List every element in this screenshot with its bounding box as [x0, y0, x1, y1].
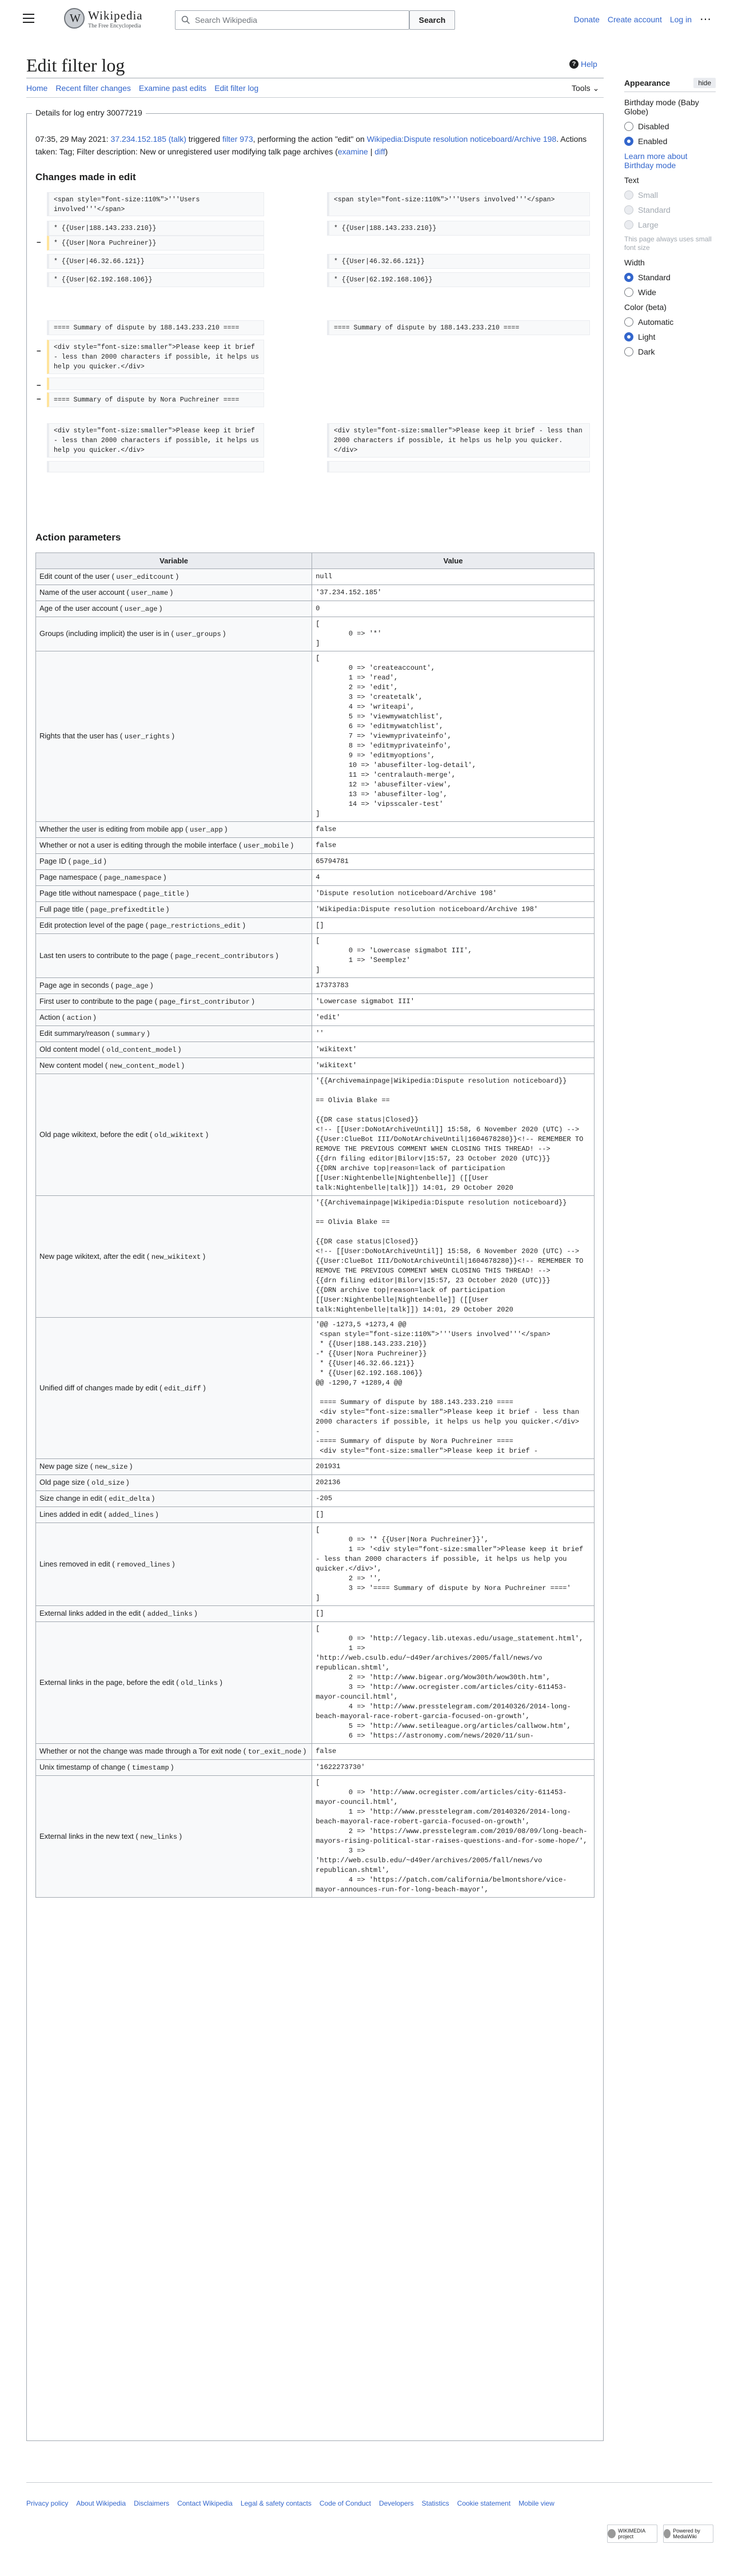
nav-recent-filter-changes[interactable]: Recent filter changes — [55, 84, 131, 93]
param-name: Rights that the user has — [39, 732, 118, 740]
param-name-cell: Lines added in edit ( added_lines ) — [36, 1507, 312, 1523]
param-value: 4 — [312, 870, 595, 886]
footer-legal-link[interactable]: Legal & safety contacts — [240, 2499, 312, 2507]
param-name-cell: Size change in edit ( edit_delta ) — [36, 1491, 312, 1507]
param-value: 'wikitext' — [312, 1042, 595, 1058]
footer-code-of-conduct-link[interactable]: Code of Conduct — [319, 2499, 371, 2507]
entry-text: , performing the action "edit" on — [253, 134, 365, 144]
text-standard-option — [624, 205, 716, 214]
color-label: Color (beta) — [624, 303, 667, 312]
param-name: Page namespace — [39, 873, 98, 881]
page-title: Edit filter log — [26, 55, 125, 75]
color-automatic-option[interactable] — [624, 317, 716, 327]
radio-selected-icon — [624, 332, 633, 341]
mediawiki-icon — [664, 2529, 671, 2538]
param-name-cell: Rights that the user has ( user_rights ) — [36, 651, 312, 822]
table-row — [36, 870, 595, 886]
param-code: user_rights — [124, 733, 170, 741]
radio-selected-icon — [624, 137, 633, 146]
diff-context-line — [327, 461, 590, 472]
param-code: old_links — [181, 1679, 218, 1687]
param-name-cell: Whether or not the change was made through a Tor exit node ( tor_exit_node ) — [36, 1744, 312, 1760]
table-row — [36, 1058, 595, 1074]
footer-disclaimers-link[interactable]: Disclaimers — [134, 2499, 170, 2507]
option-label: Standard — [638, 205, 671, 214]
param-name-cell: Name of the user account ( user_name ) — [36, 585, 312, 601]
param-code: user_mobile — [243, 842, 289, 850]
param-name-cell: Page namespace ( page_namespace ) — [36, 870, 312, 886]
param-value: [ 0 => 'http://legacy.lib.utexas.edu/usage_statement.html', 1 => 'http://web.csulb.edu/~d49er/archives/2005/fall/news/vo republican.shtml', 2 => 'http://www.bigear.org/Wow30th/wow30th.htm', 3 => 'http://www.ocregister.com/articles/city-611453-mayor-council.html', 4 => 'http://www.presstelegram.com/20140326/2014-long-beach-mayoral-race-robert-garcia-focused-on-growth', 5 => 'http://www.setileague.org/articles/callwow.htm', 6 => 'https://astronomy.com/news/2020/11/sun- — [312, 1622, 595, 1744]
table-row — [36, 918, 595, 934]
param-value: '@@ -1273,5 +1273,4 @@ <span style="font-size:110%">'''Users involved'''</span> * {{User|188.143.233.210}} -* {{User|Nora Puchreiner}} * {{User|46.32.66.121}} * {{User|62.192.168.106}} @@ -1290,7 +1289,4 @@ ==== Summary of dispute by 188.143.233.210 ==== <div style="font-size:smaller">Please keep it brief - less than 2000 characters if possible, it helps us help you quicker.</div> - -==== Summary of dispute by Nora Puchreiner ==== <div style="font-size:smaller">Please keep it brief - — [312, 1318, 595, 1459]
diff-minus-marker: − — [37, 395, 41, 403]
table-row — [36, 994, 595, 1010]
param-name: Unified diff of changes made by edit — [39, 1383, 158, 1392]
param-value: 17373783 — [312, 978, 595, 994]
param-name-cell: Unix timestamp of change ( timestamp ) — [36, 1760, 312, 1776]
param-name: Page age in seconds — [39, 981, 109, 989]
param-name: Edit summary/reason — [39, 1029, 110, 1037]
param-value: [] — [312, 1507, 595, 1523]
option-label: Automatic — [638, 317, 674, 327]
param-code: page_prefixedtitle — [90, 906, 165, 914]
param-name: External links in the new text — [39, 1831, 134, 1840]
table-row — [36, 1760, 595, 1776]
entry-text: ) — [385, 147, 388, 156]
param-code: edit_delta — [109, 1495, 150, 1503]
param-name-cell: Last ten users to contribute to the page ( page_recent_contributors ) — [36, 934, 312, 978]
param-name: Old page wikitext, before the edit — [39, 1130, 148, 1139]
diff-context-line: * {{User|46.32.66.121}} — [327, 254, 590, 269]
footer-contact-link[interactable]: Contact Wikipedia — [177, 2499, 233, 2507]
diff-context-line: <div style="font-size:smaller">Please keep it brief - less than 2000 characters if possible, it helps us help you quicker.</div> — [47, 423, 264, 458]
param-name-cell: External links in the page, before the edit ( old_links ) — [36, 1622, 312, 1744]
table-row — [36, 1074, 595, 1196]
main-menu-icon[interactable] — [23, 14, 34, 23]
param-code: new_content_model — [109, 1062, 180, 1070]
param-value: 'edit' — [312, 1010, 595, 1026]
diff-context-line: * {{User|188.143.233.210}} — [47, 221, 264, 236]
diff-context-line: * {{User|46.32.66.121}} — [47, 254, 264, 269]
table-header-row — [36, 553, 595, 569]
footer-links — [26, 2499, 555, 2507]
tools-label: Tools — [572, 84, 591, 93]
param-name: Size change in edit — [39, 1494, 102, 1502]
param-value: 'wikitext' — [312, 1058, 595, 1074]
param-value: '' — [312, 1026, 595, 1042]
param-name-cell: Edit count of the user ( user_editcount ) — [36, 569, 312, 585]
table-row — [36, 569, 595, 585]
entry-time: 07:35, 29 May 2021: — [35, 134, 109, 144]
param-value: [ 0 => 'http://www.ocregister.com/articles/city-611453-mayor-council.html', 1 => 'http://www.presstelegram.com/20140326/2014-long-beach-mayoral-race-robert-garcia-focused-on-growth', 2 => 'https://www.presstelegram.com/2019/08/09/long-beach-mayors-rising-political-star-raises-questions-and-for-some-hope/', 3 => 'http://web.csulb.edu/~d49er/archives/2005/fall/news/vo republican.shtml', 4 => 'https://patch.com/california/belmontshore/vice-mayor-announces-run-for-long-beach-mayor', — [312, 1776, 595, 1898]
param-name-cell: External links added in the edit ( added_links ) — [36, 1606, 312, 1622]
diff-deleted-line — [47, 377, 264, 390]
color-light-option[interactable] — [624, 332, 716, 341]
param-value: -205 — [312, 1491, 595, 1507]
wordmark[interactable]: Wikipedia — [88, 9, 143, 22]
tools-menu[interactable] — [572, 84, 599, 93]
param-name: Old content model — [39, 1045, 100, 1054]
param-value: 65794781 — [312, 854, 595, 870]
diff-context-line: ==== Summary of dispute by 188.143.233.210 ==== — [47, 320, 264, 335]
param-name-cell: Action ( action ) — [36, 1010, 312, 1026]
diff-context-line: <span style="font-size:110%">'''Users involved'''</span> — [327, 192, 590, 216]
diff-context-line: ==== Summary of dispute by 188.143.233.210 ==== — [327, 320, 590, 335]
wikimedia-icon — [608, 2529, 616, 2538]
param-name: Old page size — [39, 1478, 85, 1486]
radio-selected-icon — [624, 273, 633, 282]
action-parameters-heading: Action parameters — [35, 532, 121, 543]
param-code: page_namespace — [103, 874, 162, 882]
diff-minus-marker: − — [37, 238, 41, 247]
table-row — [36, 1196, 595, 1318]
action-parameters-table — [35, 552, 595, 1898]
entry-text: triggered — [188, 134, 221, 144]
diff-context-line: <div style="font-size:smaller">Please keep it brief - less than 2000 characters if possible, it helps us help you quicker.</div> — [327, 423, 590, 458]
param-name: New page wikitext, after the edit — [39, 1251, 145, 1261]
param-name-cell: First user to contribute to the page ( page_first_contributor ) — [36, 994, 312, 1010]
param-value: false — [312, 822, 595, 838]
table-row — [36, 934, 595, 978]
radio-icon — [624, 220, 633, 229]
param-name-cell: Edit protection level of the page ( page_restrictions_edit ) — [36, 918, 312, 934]
wikipedia-logo-icon[interactable] — [64, 8, 85, 29]
param-name-cell: Old page size ( old_size ) — [36, 1475, 312, 1491]
talk-link[interactable]: (talk) — [168, 134, 186, 144]
diff-deleted-line: <div style="font-size:smaller">Please keep it brief - less than 2000 characters if possible, it helps us help you quicker.</div> — [47, 340, 264, 374]
table-row — [36, 1475, 595, 1491]
param-value: null — [312, 569, 595, 585]
param-name: New page size — [39, 1462, 89, 1470]
user-links — [574, 15, 711, 24]
param-name-cell: Full page title ( page_prefixedtitle ) — [36, 902, 312, 918]
footer-mobile-view-link[interactable]: Mobile view — [518, 2499, 555, 2507]
param-code: page_age — [115, 982, 149, 990]
footer-developers-link[interactable]: Developers — [378, 2499, 414, 2507]
param-value: 'Dispute resolution noticeboard/Archive 198' — [312, 886, 595, 902]
param-name-cell: New page wikitext, after the edit ( new_wikitext ) — [36, 1196, 312, 1318]
table-row — [36, 822, 595, 838]
param-code: old_size — [91, 1479, 125, 1487]
table-row — [36, 1459, 595, 1475]
param-name: Whether or not the change was made through a Tor exit node — [39, 1747, 242, 1755]
param-code: action — [66, 1014, 91, 1022]
param-name-cell: Edit summary/reason ( summary ) — [36, 1026, 312, 1042]
diff-link[interactable]: diff — [374, 147, 385, 156]
badge-label: Powered by MediaWiki — [673, 2528, 700, 2539]
param-value: [ 0 => '*' ] — [312, 617, 595, 651]
examine-link[interactable]: examine — [337, 147, 368, 156]
filter-link[interactable]: filter 973 — [222, 134, 253, 144]
param-code: edit_diff — [164, 1384, 201, 1393]
param-name: External links in the page, before the edit — [39, 1677, 174, 1687]
param-name-cell: External links in the new text ( new_links ) — [36, 1776, 312, 1898]
param-name: Edit protection level of the page — [39, 921, 144, 929]
table-row — [36, 1744, 595, 1760]
param-name: Age of the user account — [39, 604, 118, 613]
param-value: '{{Archivemainpage|Wikipedia:Dispute resolution noticeboard}} == Olivia Blake == {{DR case status|Closed}} <!-- [[User:DoNotArchiveUntil]] 15:58, 6 November 2020 (UTC) -->{{User:ClueBot III/DoNotArchiveUntil|1604678280}}<!-- REMEMBER TO REMOVE THE PREVIOUS COMMENT WHEN CLOSING THIS THREAD! --> {{drn filing editor|Bilorv|15:57, 23 October 2020 (UTC)}} {{DRN archive top|reason=lack of participation [[User:Nightenbelle|Nightenbelle]] ([[User talk:Nightenbelle|talk]]) 14:01, 29 October 2020 — [312, 1074, 595, 1196]
diff-minus-marker: − — [37, 381, 41, 389]
column-header-variable: Variable — [36, 553, 312, 569]
param-name-cell: Page age in seconds ( page_age ) — [36, 978, 312, 994]
param-name-cell: Groups (including implicit) the user is in ( user_groups ) — [36, 617, 312, 651]
text-label: Text — [624, 176, 639, 185]
birthday-mode-label: Birthday mode (Baby Globe) — [624, 98, 699, 116]
tagline: The Free Encyclopedia — [88, 23, 141, 29]
table-row — [36, 601, 595, 617]
table-row — [36, 1318, 595, 1459]
text-large-option — [624, 220, 716, 229]
option-label: Enabled — [638, 137, 668, 146]
nav-examine-past-edits[interactable]: Examine past edits — [138, 84, 207, 93]
help-label: Help — [581, 59, 597, 69]
hide-button[interactable]: hide — [693, 78, 716, 88]
login-link[interactable]: Log in — [669, 15, 692, 24]
diff-context-line: * {{User|188.143.233.210}} — [327, 221, 590, 236]
param-value: '1622273730' — [312, 1760, 595, 1776]
footer-privacy-link[interactable]: Privacy policy — [26, 2499, 69, 2507]
appearance-title: Appearance — [624, 78, 671, 88]
page-link[interactable]: Wikipedia:Dispute resolution noticeboard/Archive 198 — [366, 134, 557, 144]
entry-text: . Actions taken: Tag; Filter description: New or unregistered user modifying talk page archives ( — [35, 134, 587, 156]
width-label: Width — [624, 258, 645, 267]
param-name: Full page title — [39, 905, 84, 913]
param-name: New content model — [39, 1061, 103, 1070]
radio-icon — [624, 122, 633, 131]
table-row — [36, 1523, 595, 1606]
param-code: removed_lines — [117, 1560, 170, 1569]
param-name-cell: Page title without namespace ( page_title ) — [36, 886, 312, 902]
radio-icon — [624, 205, 633, 214]
table-row — [36, 854, 595, 870]
param-name-cell: Age of the user account ( user_age ) — [36, 601, 312, 617]
param-name: Edit count of the user — [39, 572, 110, 581]
param-name-cell: New content model ( new_content_model ) — [36, 1058, 312, 1074]
param-code: user_age — [124, 605, 158, 613]
param-name-cell: Whether or not a user is editing through the mobile interface ( user_mobile ) — [36, 838, 312, 854]
table-row — [36, 1042, 595, 1058]
table-row — [36, 1010, 595, 1026]
footer-statistics-link[interactable]: Statistics — [421, 2499, 449, 2507]
width-wide-option[interactable] — [624, 288, 716, 297]
filter-nav — [26, 84, 258, 93]
fieldset-legend: Details for log entry 30077219 — [32, 108, 146, 117]
option-label: Wide — [638, 288, 656, 297]
option-label: Disabled — [638, 122, 669, 131]
param-name: Name of the user account — [39, 588, 125, 597]
param-name: Lines added in edit — [39, 1510, 102, 1518]
radio-icon — [624, 347, 633, 356]
birthday-disabled-option[interactable] — [624, 122, 716, 131]
search-placeholder: Search Wikipedia — [195, 15, 257, 25]
column-header-value: Value — [312, 553, 595, 569]
param-code: page_title — [143, 890, 185, 898]
table-row — [36, 978, 595, 994]
donate-link[interactable]: Donate — [573, 15, 600, 24]
param-value: [] — [312, 918, 595, 934]
param-code: page_id — [73, 858, 102, 866]
option-label: Dark — [638, 347, 655, 356]
nav-edit-filter-log[interactable]: Edit filter log — [214, 84, 259, 93]
table-row — [36, 1507, 595, 1523]
color-dark-option[interactable] — [624, 347, 716, 356]
param-code: new_links — [140, 1832, 178, 1841]
option-label: Small — [638, 190, 659, 200]
diff-context-line: * {{User|62.192.168.106}} — [327, 272, 590, 287]
table-row — [36, 886, 595, 902]
search-icon — [181, 15, 190, 25]
footer-divider — [26, 2482, 712, 2483]
diff-context-line — [47, 461, 264, 472]
table-row — [36, 1776, 595, 1898]
param-code: new_wikitext — [151, 1253, 201, 1261]
radio-icon — [624, 317, 633, 327]
param-name: Lines removed in edit — [39, 1559, 110, 1568]
param-value: 0 — [312, 601, 595, 617]
search-button[interactable]: Search — [409, 10, 455, 30]
param-code: old_content_model — [106, 1046, 177, 1054]
param-value: [ 0 => '* {{User|Nora Puchreiner}}', 1 => '<div style="font-size:smaller">Please keep it brief - less than 2000 characters if possible, it helps us help you quicker.</div>', 2 => '', 3 => '==== Summary of dispute by Nora Puchreiner ====' ] — [312, 1523, 595, 1606]
param-value: 'Wikipedia:Dispute resolution noticeboard/Archive 198' — [312, 902, 595, 918]
param-name: Whether the user is editing from mobile app — [39, 825, 184, 833]
param-name: Unix timestamp of change — [39, 1763, 126, 1771]
param-value: 202136 — [312, 1475, 595, 1491]
table-row — [36, 1606, 595, 1622]
param-code: tor_exit_node — [248, 1748, 302, 1756]
diff-context-line: * {{User|62.192.168.106}} — [47, 272, 264, 287]
table-row — [36, 838, 595, 854]
param-name-cell: Whether the user is editing from mobile app ( user_app ) — [36, 822, 312, 838]
param-name: Page ID — [39, 857, 66, 865]
param-value: [ 0 => 'Lowercase sigmabot III', 1 => 'Seemplez' ] — [312, 934, 595, 978]
width-standard-option[interactable] — [624, 273, 716, 282]
table-row — [36, 1026, 595, 1042]
help-link[interactable] — [569, 59, 597, 69]
param-value: 201931 — [312, 1459, 595, 1475]
param-code: page_recent_contributors — [175, 952, 274, 960]
param-value: '{{Archivemainpage|Wikipedia:Dispute resolution noticeboard}} == Olivia Blake == {{DR case status|Closed}} <!-- [[User:DoNotArchiveUntil]] 15:58, 6 November 2020 (UTC) -->{{User:ClueBot III/DoNotArchiveUntil|1604678280}}<!-- REMEMBER TO REMOVE THE PREVIOUS COMMENT WHEN CLOSING THIS THREAD! --> {{drn filing editor|Bilorv|15:57, 23 October 2020 (UTC)}} {{DRN archive top|reason=lack of participation [[User:Nightenbelle|Nightenbelle]] ([[User talk:Nightenbelle|talk]]) 14:01, 29 October 2020 — [312, 1196, 595, 1318]
table-row — [36, 651, 595, 822]
param-name: Whether or not a user is editing through the mobile interface — [39, 841, 237, 849]
divider — [26, 97, 604, 98]
param-value: false — [312, 1744, 595, 1760]
param-value: [] — [312, 1606, 595, 1622]
param-name-cell: New page size ( new_size ) — [36, 1459, 312, 1475]
user-ip-link[interactable]: 37.234.152.185 — [110, 134, 166, 144]
param-name-cell: Unified diff of changes made by edit ( edit_diff ) — [36, 1318, 312, 1459]
option-label: Standard — [638, 273, 671, 282]
param-code: user_groups — [175, 630, 221, 638]
diff-deleted-line: * {{User|Nora Puchreiner}} — [47, 236, 264, 251]
badge-label: WIKIMEDIA project — [618, 2528, 645, 2539]
param-code: page_restrictions_edit — [150, 922, 241, 930]
param-code: timestamp — [131, 1764, 169, 1772]
chevron-down-icon: ⌄ — [592, 84, 600, 93]
appearance-panel — [624, 78, 716, 356]
param-value: false — [312, 838, 595, 854]
diff-minus-marker: − — [37, 347, 41, 355]
param-name: Action — [39, 1013, 61, 1021]
learn-more-link[interactable]: Learn more about Birthday mode — [624, 152, 688, 170]
birthday-enabled-option[interactable] — [624, 137, 716, 146]
param-name: Last ten users to contribute to the page — [39, 951, 169, 960]
param-code: added_links — [147, 1610, 193, 1618]
table-row — [36, 902, 595, 918]
radio-icon — [624, 190, 633, 200]
changes-heading: Changes made in edit — [35, 172, 136, 182]
table-row — [36, 585, 595, 601]
param-name-cell: Old content model ( old_content_model ) — [36, 1042, 312, 1058]
param-name-cell: Page ID ( page_id ) — [36, 854, 312, 870]
footer-about-link[interactable]: About Wikipedia — [76, 2499, 126, 2507]
param-code: user_name — [131, 589, 169, 597]
param-code: old_wikitext — [154, 1131, 204, 1139]
param-code: summary — [116, 1030, 145, 1038]
table-row — [36, 617, 595, 651]
param-value: [ 0 => 'createaccount', 1 => 'read', 2 => 'edit', 3 => 'createtalk', 4 => 'writeapi', 5 => 'viewmywatchlist', 6 => 'editmywatchlist', 7 => 'viewmyprivateinfo', 8 => 'editmyprivateinfo', 9 => 'editmyoptions', 10 => 'abusefilter-log-detail', 11 => 'centralauth-merge', 12 => 'abusefilter-view', 13 => 'abusefilter-log', 14 => 'vipsscaler-test' ] — [312, 651, 595, 822]
param-value: '37.234.152.185' — [312, 585, 595, 601]
table-row — [36, 1622, 595, 1744]
mediawiki-badge[interactable] — [663, 2525, 713, 2543]
param-name: Page title without namespace — [39, 889, 137, 897]
wikimedia-badge[interactable] — [607, 2525, 657, 2543]
option-label: Light — [638, 332, 656, 341]
footer-cookie-link[interactable]: Cookie statement — [457, 2499, 511, 2507]
param-name: Groups (including implicit) the user is in — [39, 629, 169, 638]
param-code: page_first_contributor — [159, 998, 250, 1006]
text-small-option — [624, 190, 716, 200]
site-header — [0, 0, 734, 40]
log-entry-summary — [35, 133, 596, 158]
diff-deleted-line: ==== Summary of dispute by Nora Puchreiner ==== — [47, 392, 264, 407]
param-name-cell: Lines removed in edit ( removed_lines ) — [36, 1523, 312, 1606]
param-name: External links added in the edit — [39, 1609, 141, 1617]
separator: | — [368, 147, 375, 156]
diff-context-line: <span style="font-size:110%">'''Users involved'''</span> — [47, 192, 264, 216]
more-options-icon[interactable]: ⋯ — [700, 13, 711, 26]
param-code: user_editcount — [116, 573, 174, 581]
param-code: user_app — [190, 826, 223, 834]
radio-icon — [624, 288, 633, 297]
param-name: First user to contribute to the page — [39, 997, 153, 1005]
nav-home[interactable]: Home — [26, 84, 48, 93]
option-label: Large — [638, 220, 659, 229]
param-value: 'Lowercase sigmabot III' — [312, 994, 595, 1010]
param-code: added_lines — [108, 1511, 154, 1519]
help-icon: ? — [569, 59, 579, 69]
search-input[interactable] — [175, 10, 409, 30]
text-size-note: This page always uses small font size — [624, 235, 712, 252]
create-account-link[interactable]: Create account — [607, 15, 662, 24]
param-name-cell: Old page wikitext, before the edit ( old_wikitext ) — [36, 1074, 312, 1196]
param-code: new_size — [94, 1463, 128, 1471]
table-row — [36, 1491, 595, 1507]
